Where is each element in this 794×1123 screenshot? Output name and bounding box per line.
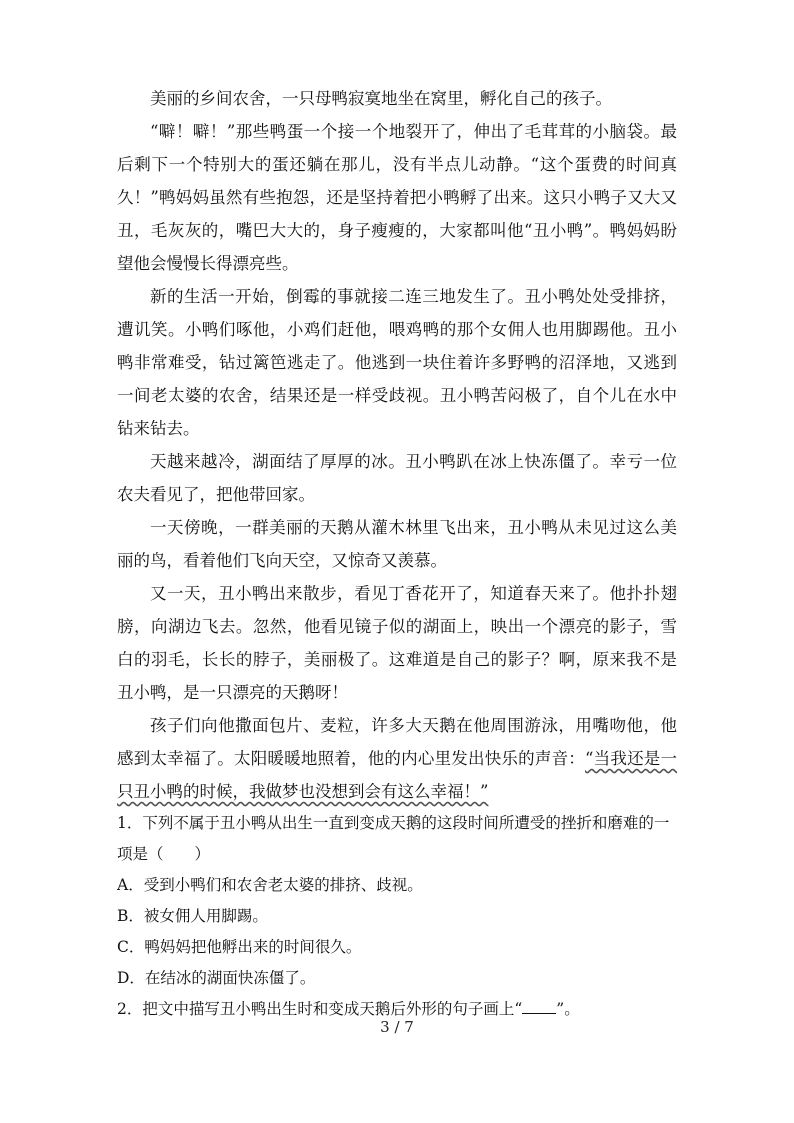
page-number: 3 / 7 xyxy=(380,1018,414,1036)
question-2-text: 2．把文中描写丑小鸭出生时和变成天鹅后外形的句子画上“ xyxy=(117,1000,523,1018)
question-1-option-a: A．受到小鸭们和农舍老太婆的排挤、歧视。 xyxy=(117,876,423,894)
story-paragraph-6: 又一天，丑小鸭出来散步，看见丁香花开了，知道春天来了。他扑扑翅膀，向湖边飞去。忽然，他看见镜子似的湖面上，映出一个漂亮的影子，雪白的羽毛，长长的脖子，美丽极了。这难道是自己的影子？啊，原来我不是丑小鸭，是一只漂亮的天鹅呀！ xyxy=(117,584,677,702)
story-paragraph-2: “噼！噼！”那些鸭蛋一个接一个地裂开了，伸出了毛茸茸的小脑袋。最后剩下一个特别大的蛋还躺在那儿，没有半点儿动静。“这个蛋费的时间真久！”鸭妈妈虽然有些抱怨，还是坚持着把小鸭孵了出来。这只小鸭子又大又丑，毛灰灰的，嘴巴大大的，身子瘦瘦的，大家都叫他“丑小鸭”。鸭妈妈盼望他会慢慢长得漂亮些。 xyxy=(117,122,677,273)
underline-mark xyxy=(522,999,556,1014)
story-paragraph-7-text: 孩子们向他撒面包片、麦粒，许多大天鹅在他周围游泳，用嘴吻他，他感到太幸福了。太阳暖暖地照着，他的内心里发出快乐的声音： xyxy=(117,716,677,768)
story-paragraph-5: 一天傍晚，一群美丽的天鹅从灌木林里飞出来，丑小鸭从未见过这么美丽的鸟，看着他们飞向天空，又惊奇又羡慕。 xyxy=(117,518,677,570)
story-paragraph-7 xyxy=(117,709,677,808)
underlined-quote: “当我还是一只丑小鸭的时候，我做梦也没想到会有这么幸福！” xyxy=(117,749,678,801)
question-1-option-d: D．在结冰的湖面快冻僵了。 xyxy=(117,969,316,987)
document-body xyxy=(117,82,677,1025)
question-2-end: ”。 xyxy=(556,1000,580,1018)
story-paragraph-1: 美丽的乡间农舍，一只母鸭寂寞地坐在窝里，孵化自己的孩子。 xyxy=(150,89,612,108)
question-1-stem: 1．下列不属于丑小鸭从出生一直到变成天鹅的这段时间所遭受的挫折和磨难的一项是（ ） xyxy=(117,814,670,863)
question-1-option-c: C．鸭妈妈把他孵出来的时间很久。 xyxy=(117,938,362,956)
story-paragraph-4: 天越来越冷，湖面结了厚厚的冰。丑小鸭趴在冰上快冻僵了。幸亏一位农夫看见了，把他带回家。 xyxy=(117,452,677,504)
story-paragraph-3: 新的生活一开始，倒霉的事就接二连三地发生了。丑小鸭处处受排挤，遭讥笑。小鸭们啄他，小鸡们赶他，喂鸡鸭的那个女佣人也用脚踢他。丑小鸭非常难受，钻过篱笆逃走了。他逃到一块住着许多野鸭的沼泽地，又逃到一间老太婆的农舍，结果还是一样受歧视。丑小鸭苦闷极了，自个儿在水中钻来钻去。 xyxy=(117,287,677,438)
question-1-option-b: B．被女佣人用脚踢。 xyxy=(117,907,268,925)
